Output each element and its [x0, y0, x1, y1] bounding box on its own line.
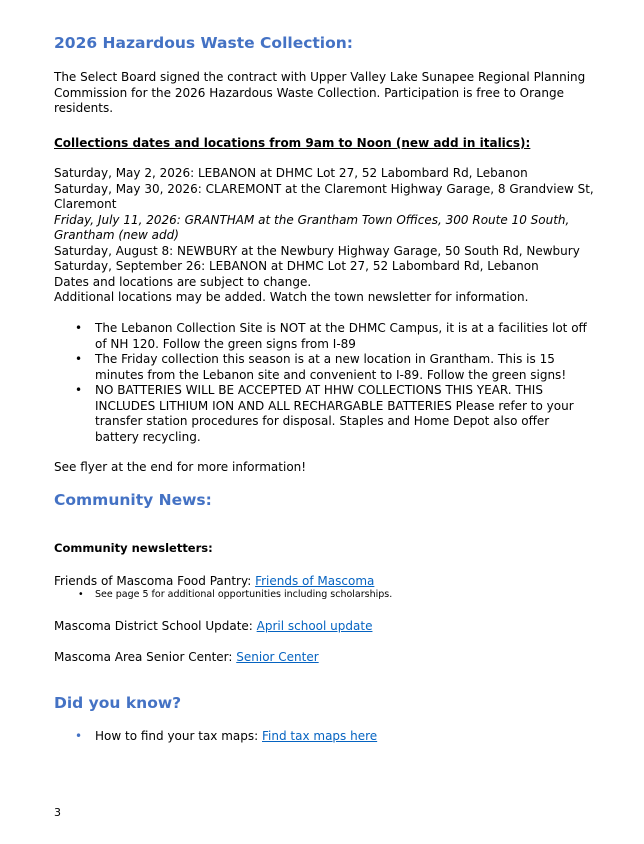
schedule-line: Saturday, May 2, 2026: LEBANON at DHMC Lot 27, 52 Labombard Rd, Lebanon — [54, 166, 528, 180]
schedule-note: Dates and locations are subject to change. — [54, 274, 312, 289]
friends-of-mascoma-link[interactable]: Friends of Mascoma — [255, 574, 375, 588]
food-pantry-text: Friends of Mascoma Food Pantry: — [54, 574, 256, 588]
hazardous-waste-heading: 2026 Hazardous Waste Collection: — [54, 34, 353, 52]
school-update-line — [54, 619, 372, 634]
tax-maps-item — [95, 729, 595, 745]
senior-center-link[interactable]: Senior Center — [236, 650, 319, 664]
senior-center-text: Mascoma Area Senior Center: — [54, 650, 237, 664]
bullet-item: • The Lebanon Collection Site is NOT at the DHMC Campus, it is at a facilities lot off of NH 120. Follow the green signs from I-89 — [95, 321, 595, 352]
did-you-know-list — [95, 729, 595, 745]
tax-maps-text: How to find your tax maps: — [95, 729, 262, 743]
community-newsletters-label: Community newsletters: — [54, 541, 213, 555]
schedule-line: Saturday, August 8: NEWBURY at the Newbury Highway Garage, 50 South Rd, Newbury — [54, 243, 580, 258]
flyer-note: See flyer at the end for more information! — [54, 460, 307, 474]
senior-center-line — [54, 650, 319, 665]
schedule-line: Saturday, September 26: LEBANON at DHMC Lot 27, 52 Labombard Rd, Lebanon — [54, 259, 539, 273]
find-tax-maps-link[interactable]: Find tax maps here — [262, 729, 378, 743]
community-news-heading: Community News: — [54, 491, 212, 509]
school-update-text: Mascoma District School Update: — [54, 619, 257, 633]
collections-subheading: Collections dates and locations from 9am to Noon (new add in italics): — [54, 136, 531, 150]
hazardous-bullet-list — [95, 321, 595, 445]
schedule-note: Additional locations may be added. Watch the town newsletter for information. — [54, 290, 529, 304]
food-pantry-bullet: • See page 5 for additional opportunities including scholarships. — [95, 588, 392, 601]
did-you-know-heading: Did you know? — [54, 694, 182, 712]
bullet-item: • The Friday collection this season is at a new location in Grantham. This is 15 minutes from the Lebanon site and convenient to I-89. Follow the green signs! — [95, 352, 595, 383]
schedule-line: Saturday, May 30, 2026: CLAREMONT at the Claremont Highway Garage, 8 Grandview St, Claremont — [54, 181, 594, 211]
bullet-item: • NO BATTERIES WILL BE ACCEPTED AT HHW COLLECTIONS THIS YEAR. THIS INCLUDES LITHIUM ION AND ALL RECHARGABLE BATTERIES Please refer to your transfer station procedures for disposal. Staples and Home Depot also offer battery recycling. — [95, 383, 595, 445]
schedule-line-new-add: Friday, July 11, 2026: GRANTHAM at the Grantham Town Offices, 300 Route 10 South, Grantham (new add) — [54, 212, 570, 242]
page-number: 3 — [54, 806, 61, 819]
collection-schedule — [54, 166, 594, 306]
april-school-update-link[interactable]: April school update — [256, 619, 373, 633]
food-pantry-line — [54, 574, 374, 589]
hazardous-intro-paragraph: The Select Board signed the contract with Upper Valley Lake Sunapee Regional Planning Commission for the 2026 Hazardous Waste Collection. Participation is free to Orange residents. — [54, 70, 586, 115]
